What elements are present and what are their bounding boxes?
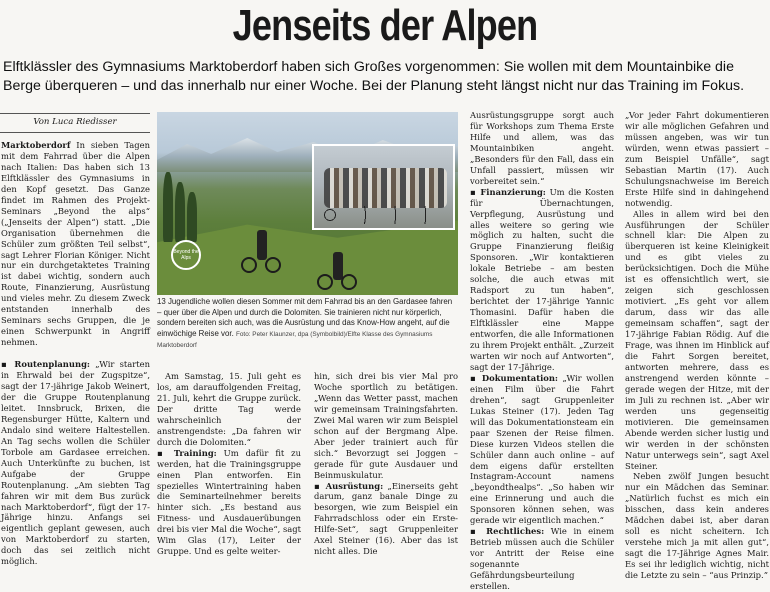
column-5	[625, 110, 769, 581]
photo-caption: 13 Jugendliche wollen diesen Sommer mit dem Fahrrad bis an den Gardasee fahren – quer über die Alpen und durch die Dolomiten. Sie trainieren nicht nur körperlich, sondern bereiten sich auch, was die Ausrüstung und das Know-How angeht, auf die einwöchige Reise vor. Foto: Peter Klaunzer, dpa (Symbolbild)/Elfte Klasse des Gymnasiums Marktoberdorf	[157, 297, 453, 350]
column-2	[157, 371, 302, 557]
bike-wheel	[341, 274, 357, 290]
author-byline: Von Luca Riedisser	[33, 117, 117, 127]
bikes-row	[320, 206, 451, 224]
col1-paragraph-1: Marktoberdorf In sieben Tagen mit dem Fahrrad über die Alpen nach Italien: Das haben sich 13 Elftklässler des Gymnasiums in den Kopf gesetzt. Das Ganze findet im Rahmen des Projekt-Seminars „Beyond the alps“ („Jenseits der Alpen“) statt. „Die Organisation übernehmen die Schüler zum größten Teil selbst“, sagt Lehrer Florian Königer. Nicht nur ein durchgetaktetes Training ist dabei wichtig, sondern auch Route, Finanzierung, Ausrüstung und vieles mehr. Zu diesem Zweck entstanden innerhalb des Seminars sechs Gruppen, die je einen Schwerpunkt in Angriff nehmen.	[1, 140, 151, 348]
tree	[163, 172, 173, 242]
col5-paragraph-1: „Vor jeder Fahrt dokumentieren wir alle möglichen Gefahren und müssen angeben, was wir tun würden, wenn etwas passiert – zum Beispiel Unfälle“, sagt Sebastian Martin (17). Auch Schulungsnachweise im Bereich Erste Hilfe sind in dahingehend notwendig.	[625, 110, 769, 208]
lead-paragraph: Elftklässler des Gymnasiums Marktoberdorf haben sich Großes vorgenommen: Sie wollen mit dem Mountainbike die Berge überqueren – und das innerhalb nur einer Woche. Bei der Planung steht längst nicht nur das Training im Fokus.	[3, 59, 745, 94]
headline: Jenseits der Alpen	[232, 1, 538, 50]
tree	[175, 182, 185, 242]
col4-paragraph-1: Ausrüstungsgruppe sorgt auch für Workshops zum Thema Erste Hilfe und allem, was das Mountainbiken angeht. „Besonders für den Fall, dass ein Unfall passiert, müssen wir vorbereitet sein.“	[470, 110, 614, 186]
cyclist	[333, 252, 343, 280]
student-group	[324, 168, 447, 208]
col5-paragraph-3: Neben zwölf Jungen besucht nur ein Mädchen das Seminar. „Natürlich fuchst es mich ein bisschen, dass kein anderes Mädchen dabei ist, aber daran soll es nicht scheitern. Ich verstehe mich ja mit allen gut“, sagt die 17-Jährige Agnes Mair. Es sei ihr lediglich wichtig, nicht die Letzte zu sein – “aus Prinzip.”	[625, 471, 769, 581]
column-1	[1, 140, 151, 567]
group-photo-inset	[312, 144, 455, 230]
project-logo: Beyond the Alps	[171, 240, 201, 270]
article-photo	[157, 112, 458, 295]
col4-paragraph-3: ▪ Dokumentation: „Wir wollen einen Film über die Fahrt drehen“, sagt Gruppenleiter Lukas Steiner (17). Jeden Tag will das Dokumentationsteam ein paar Szenen der Reise filmen. Diese kurzen Videos stellen die Schüler dann auch online – auf dem eigens dafür erstellten Instagram-Account namens „beyondthealps“. „So haben wir eine Erinnerung und auch die Sponsoren können sehen, was gerade wir eigentlich machen.“	[470, 372, 615, 526]
bike-wheel	[265, 257, 281, 273]
col3-paragraph-1: hin, sich drei bis vier Mal pro Woche sportlich zu betätigen. „Wenn das Wetter passt, machen wir gemeinsam Trainingsfahrten. Zwei Mal waren wir zum Beispiel schon auf der Bergmang Alpe. Aber jeder trainiert auch für sich.“ Bevorzugt sei Joggen – gerade für gute Ausdauer und Beinmuskulatur.	[314, 371, 458, 480]
column-4	[470, 110, 615, 591]
column-3	[314, 371, 458, 557]
author-rule-top	[0, 113, 150, 114]
col2-paragraph-1: Am Samstag, 15. Juli geht es los, am darauffolgenden Freitag, 21. Juli, kehrt die Gruppe zurück. Der dritte Tag werde wahrscheinlich der anstrengendste: „Da fahren wir durch die Dolomiten.“	[157, 371, 301, 447]
col4-paragraph-2: ▪ Finanzierung: Um die Kosten für Übernachtungen, Verpflegung, Ausrüstung und alles weitere so gering wie möglich zu halten, sucht die Gruppe Finanzierung fleißig Sponsoren. „Wir kontaktieren lokale Betriebe – am besten solche, die auch etwas mit Radsport zu tun haben“, berichtet der 17-jährige Yannic Thomasini. Dafür haben die Elftklässler eine Mappe entworfen, die alle Informationen zu ihrem Projekt enthält. „Zurzeit warten wir noch auf Antworten“, sagt der 17-Jährige.	[470, 186, 614, 372]
col4-paragraph-4: ▪ Rechtliches: Wie in einem Betrieb müssen auch die Schüler vor Antritt der Reise eine sogenannte Gefährdungsbeurteilung erstellen.	[470, 526, 615, 591]
author-rule-bottom	[0, 132, 150, 133]
col5-paragraph-2: Alles in allem wird bei den Ausführungen der Schüler schnell klar: Die Alpen zu überqueren ist keine Kleinigkeit und es gibt vieles zu berücksichtigen. Doch die Mühe ist es offensichtlich wert, sie zeigen sich geschlossen motiviert. „Es geht vor allem darum, dass wir das alle gemeinsam schaffen“, sagt der 17-jährige Fabian Rödig. Auf die Frage, was ihnen im Hinblick auf die Fahrt Sorgen bereitet, antworten mehrere, dass es anstrengend werden könnte – gerade wegen der Hitze, mit der im Juli zu rechnen ist. „Aber wir werden uns gegenseitig motivieren. Die gemeinsamen Abende werden sicher lustig und wir werden in der schönsten Natur unterwegs sein“, sagt Axel Steiner.	[625, 208, 769, 471]
tree	[187, 192, 197, 242]
dateline: Marktoberdorf	[1, 140, 71, 150]
col3-paragraph-2: ▪ Ausrüstung: „Einerseits geht darum, ganz banale Dinge zu besorgen, wie zum Beispiel ein Fahrradschloss oder ein Erste-Hilfe-Set“, sagt Gruppenleiter Axel Steiner (16). Aber das ist nicht alles. Die	[314, 480, 458, 557]
col2-paragraph-2: ▪ Training: Um dafür fit zu werden, hat die Trainingsgruppe einen Plan entworfen. Ein spezielles Wintertraining haben die Seminarteilnehmer bereits hinter sich. „Es bestand aus Fitness- und Ausdauerübungen drei bis vier Mal die Woche“, sagt Wim Glas (17), Leiter der Gruppe. Und es gelte weiter-	[157, 447, 302, 557]
cyclist	[257, 230, 267, 260]
col1-paragraph-2: ▪ Routenplanung: „Wir starten in Ehrwald bei der Zugspitze“, sagt der 17-jährige Jakob Weinert, der die Gruppe Routenplanung leitet. Innsbruck, Brixen, die Regensburger Hütte, Kaltern und Andalo sind weitere Haltestellen. An Tag sechs wollen die Schüler Torbole am Gardasee erreichen. Auch Unterkünfte zu buchen, ist Aufgabe der Gruppe Routenplanung. „Am siebten Tag fahren wir mit dem Bus zurück nach Marktoberdorf“, fügt der 17-Jährige hinzu. Anfangs sei eigentlich geplant gewesen, auch von Marktoberdorf zu starten, doch das sei zeitlich nicht möglich.	[1, 359, 150, 567]
bike-wheel	[241, 257, 257, 273]
photo-credit: Foto: Peter Klaunzer, dpa (Symbolbild)/Elfte Klasse des Gymnasiums Marktoberdorf	[157, 330, 433, 350]
bike-wheel	[317, 274, 333, 290]
